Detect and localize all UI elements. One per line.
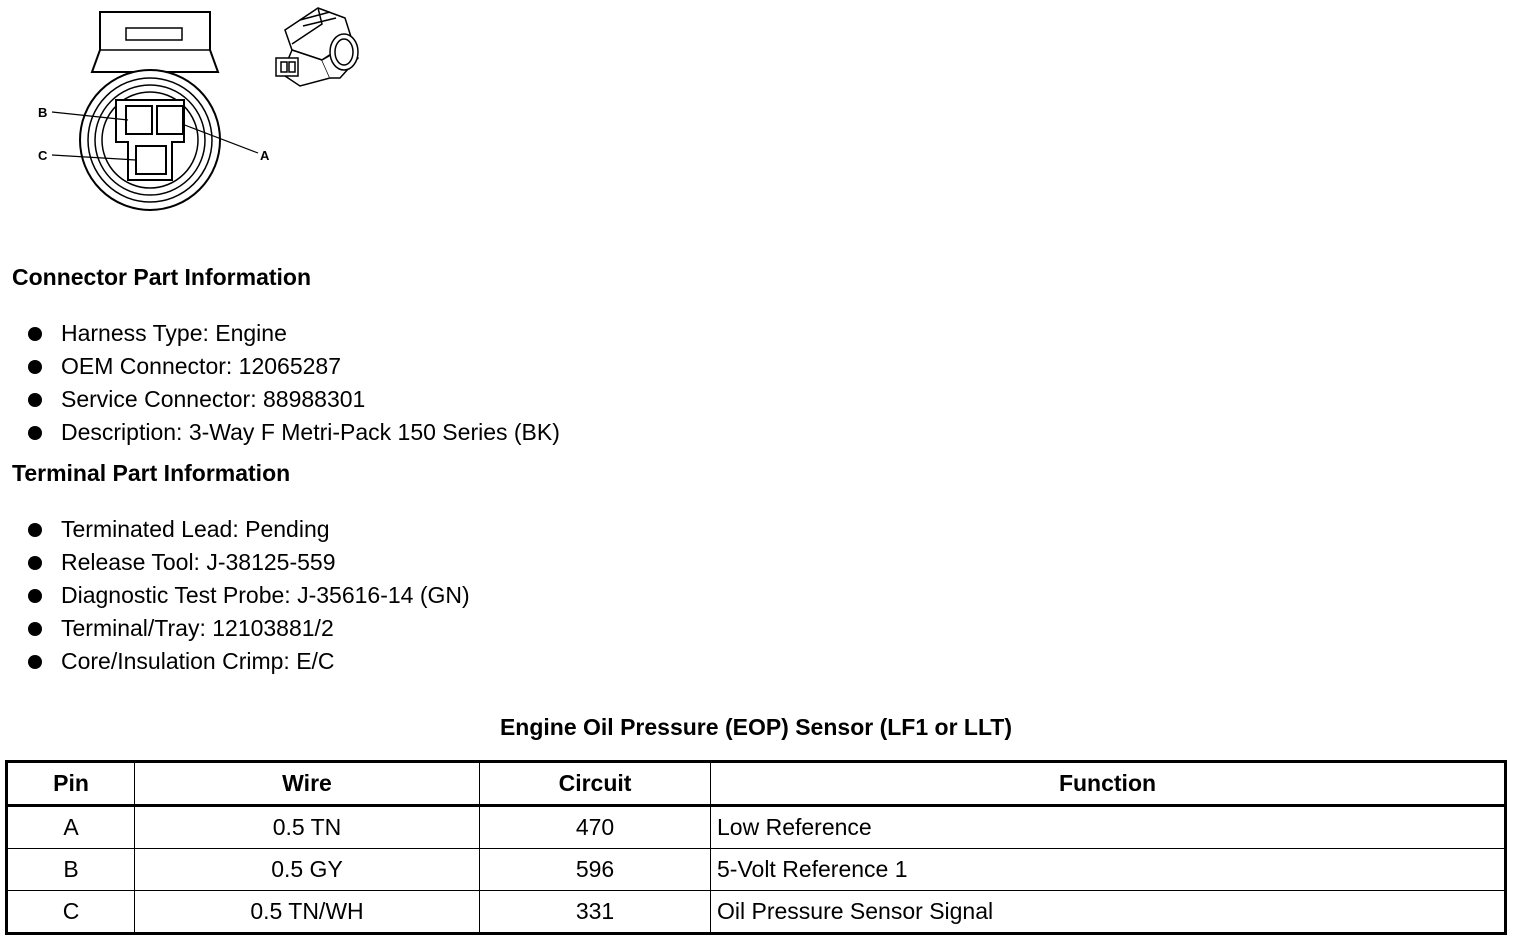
- cell-circuit: 331: [480, 891, 711, 934]
- list-item: Service Connector: 88988301: [28, 383, 560, 416]
- pin-label-c: C: [38, 148, 48, 163]
- cell-function: Low Reference: [711, 806, 1506, 849]
- bullet-icon: [28, 327, 42, 341]
- connector-info-title: Connector Part Information: [12, 264, 312, 290]
- header-circuit: Circuit: [480, 762, 711, 806]
- list-item: Harness Type: Engine: [28, 317, 560, 350]
- cell-pin: C: [7, 891, 135, 934]
- list-item: OEM Connector: 12065287: [28, 350, 560, 383]
- header-function: Function: [711, 762, 1506, 806]
- cell-pin: A: [7, 806, 135, 849]
- connector-latch: [92, 12, 218, 72]
- bullet-icon: [28, 360, 42, 374]
- terminal-a: [157, 106, 183, 134]
- cell-circuit: 596: [480, 849, 711, 891]
- table-row: [7, 849, 1506, 891]
- table-row: [7, 891, 1506, 934]
- pin-table: [5, 760, 1507, 935]
- table-row: [7, 806, 1506, 849]
- list-item: Core/Insulation Crimp: E/C: [28, 645, 470, 678]
- list-item: Description: 3-Way F Metri-Pack 150 Series (BK): [28, 416, 560, 449]
- pin-table-title: Engine Oil Pressure (EOP) Sensor (LF1 or LLT): [499, 714, 1013, 740]
- list-item: Diagnostic Test Probe: J-35616-14 (GN): [28, 579, 470, 612]
- bullet-icon: [28, 393, 42, 407]
- bullet-icon: [28, 523, 42, 537]
- cell-function: 5-Volt Reference 1: [711, 849, 1506, 891]
- connector-diagram: [0, 0, 400, 230]
- list-item: Release Tool: J-38125-559: [28, 546, 470, 579]
- bullet-icon: [28, 426, 42, 440]
- header-pin: Pin: [7, 762, 135, 806]
- terminal-b: [126, 106, 152, 134]
- bullet-icon: [28, 622, 42, 636]
- cell-wire: 0.5 TN: [135, 806, 480, 849]
- pin-label-b: B: [38, 105, 48, 120]
- list-item: Terminated Lead: Pending: [28, 513, 470, 546]
- connector-isometric-icon: [276, 8, 358, 86]
- terminal-info-title: Terminal Part Information: [12, 460, 291, 486]
- bullet-icon: [28, 589, 42, 603]
- pin-label-a: A: [260, 148, 270, 163]
- cell-wire: 0.5 TN/WH: [135, 891, 480, 934]
- table-header-row: [7, 762, 1506, 806]
- cell-function: Oil Pressure Sensor Signal: [711, 891, 1506, 934]
- connector-info-list: [28, 317, 560, 449]
- cell-circuit: 470: [480, 806, 711, 849]
- bullet-icon: [28, 655, 42, 669]
- cell-wire: 0.5 GY: [135, 849, 480, 891]
- cell-pin: B: [7, 849, 135, 891]
- terminal-info-list: [28, 513, 470, 678]
- header-wire: Wire: [135, 762, 480, 806]
- terminal-c: [136, 146, 166, 174]
- latch-window: [126, 28, 182, 40]
- bullet-icon: [28, 556, 42, 570]
- list-item: Terminal/Tray: 12103881/2: [28, 612, 470, 645]
